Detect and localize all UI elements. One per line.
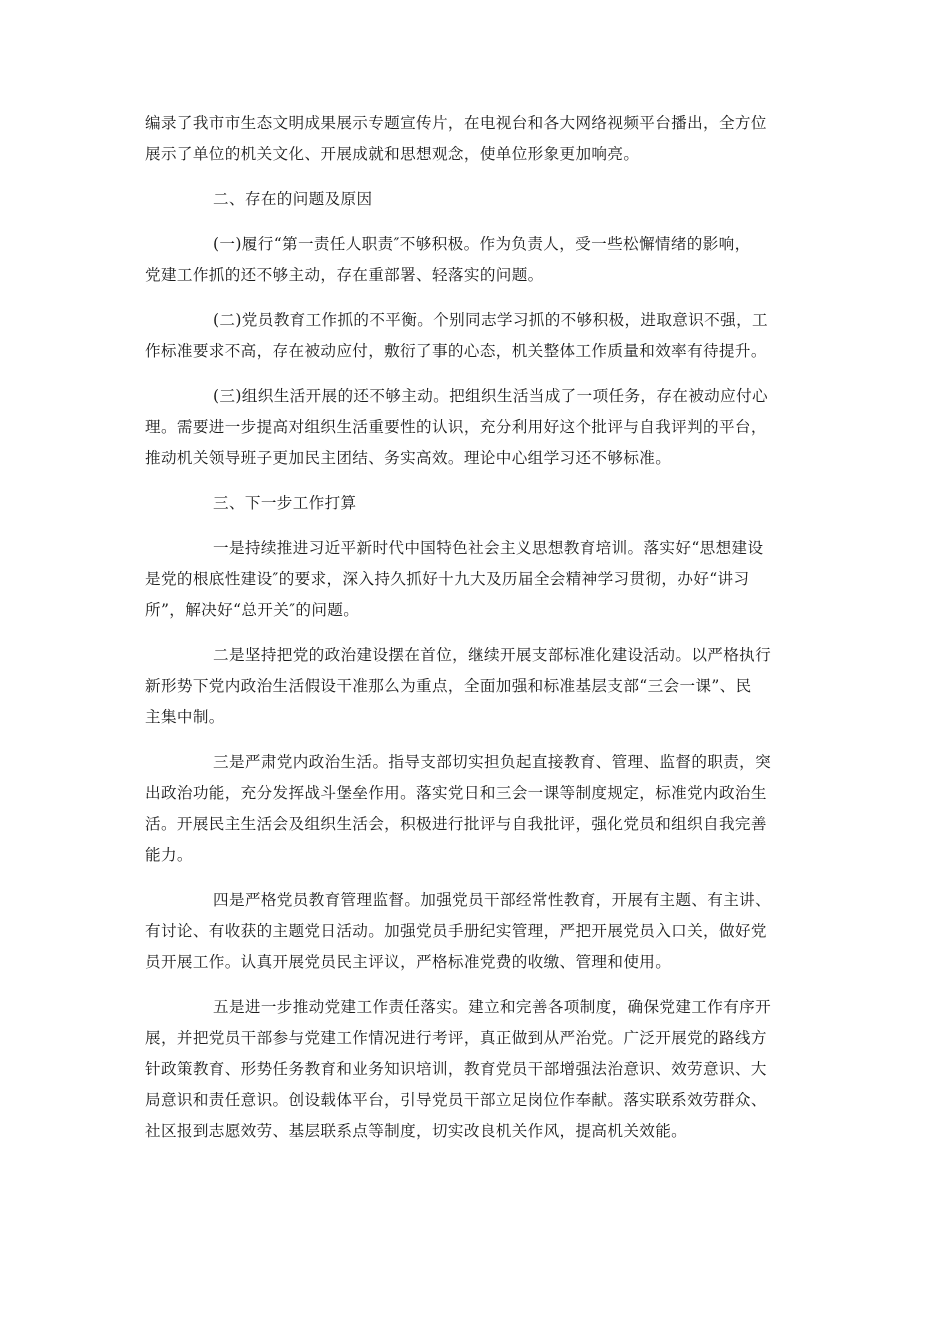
body-paragraph-plan-5 xyxy=(145,992,807,1147)
section-heading-problems xyxy=(145,184,807,215)
text-line: 活。开展民主生活会及组织生活会，积极进行批评与自我批评，强化党员和组织自我完善 xyxy=(145,815,767,833)
text-line: (三)组织生活开展的还不够主动。把组织生活当成了一项任务，存在被动应付心 xyxy=(213,387,768,405)
body-paragraph-plan-2 xyxy=(145,640,807,733)
text-line: 四是严格党员教育管理监督。加强党员干部经常性教育，开展有主题、有主讲、 xyxy=(213,891,772,909)
text-line: 局意识和责任意识。创设载体平台，引导党员干部立足岗位作奉献。落实联系效劳群众、 xyxy=(145,1091,767,1109)
text-line: 理。需要进一步提高对组织生活重要性的认识，充分利用好这个批评与自我评判的平台， xyxy=(145,418,767,436)
text-line: 员开展工作。认真开展党员民主评议，严格标准党费的收缴、管理和使用。 xyxy=(145,953,672,971)
text-line: 推动机关领导班子更加民主团结、务实高效。理论中心组学习还不够标准。 xyxy=(145,449,672,467)
body-paragraph-plan-1 xyxy=(145,533,807,626)
body-paragraph-problem-2 xyxy=(145,305,807,367)
text-line: (一)履行“第一责任人职责″不够积极。作为负责人，受一些松懈情绪的影响， xyxy=(213,235,751,253)
text-line: 展，并把党员干部参与党建工作情况进行考评，真正做到从严治党。广泛开展党的路线方 xyxy=(145,1029,767,1047)
text-line: 社区报到志愿效劳、基层联系点等制度，切实改良机关作风，提高机关效能。 xyxy=(145,1122,688,1140)
text-line: 出政治功能，充分发挥战斗堡垒作用。落实党日和三会一课等制度规定，标准党内政治生 xyxy=(145,784,767,802)
text-line: 三、下一步工作打算 xyxy=(213,494,357,512)
document-page xyxy=(145,108,807,1147)
text-line: 作标准要求不高，存在被动应付，敷衍了事的心态，机关整体工作质量和效率有待提升。 xyxy=(145,342,767,360)
text-line: 二是坚持把党的政治建设摆在首位，继续开展支部标准化建设活动。以严格执行 xyxy=(213,646,772,664)
text-line: 针政策教育、形势任务教育和业务知识培训，教育党员干部增强法治意识、效劳意识、大 xyxy=(145,1060,767,1078)
text-line: 新形势下党内政治生活假设干准那么为重点，全面加强和标准基层支部“三会一课”、民 xyxy=(145,677,752,695)
body-paragraph-plan-3 xyxy=(145,747,807,871)
text-line: 三是严肃党内政治生活。指导支部切实担负起直接教育、管理、监督的职责，突 xyxy=(213,753,772,771)
text-line: 五是进一步推动党建工作责任落实。建立和完善各项制度，确保党建工作有序开 xyxy=(213,998,772,1016)
text-line: 主集中制。 xyxy=(145,708,225,726)
text-line: 二、存在的问题及原因 xyxy=(213,190,373,208)
text-line: 一是持续推进习近平新时代中国特色社会主义思想教育培训。落实好“思想建设 xyxy=(213,539,764,557)
body-paragraph-problem-1 xyxy=(145,229,807,291)
text-line: 党建工作抓的还不够主动，存在重部署、轻落实的问题。 xyxy=(145,266,544,284)
text-line: 所”，解决好“总开关″的问题。 xyxy=(145,601,360,619)
text-line: 有讨论、有收获的主题党日活动。加强党员手册纪实管理，严把开展党员入口关，做好党 xyxy=(145,922,767,940)
text-line: 是党的根底性建设″的要求，深入持久抓好十九大及历届全会精神学习贯彻，办好“讲习 xyxy=(145,570,750,588)
body-paragraph-plan-4 xyxy=(145,885,807,978)
text-line: 展示了单位的机关文化、开展成就和思想观念，使单位形象更加响亮。 xyxy=(145,145,640,163)
text-line: 编录了我市市生态文明成果展示专题宣传片，在电视台和各大网络视频平台播出，全方位 xyxy=(145,114,767,132)
body-paragraph-problem-3 xyxy=(145,381,807,474)
text-line: (二)党员教育工作抓的不平衡。个别同志学习抓的不够积极，进取意识不强，工 xyxy=(213,311,768,329)
text-line: 能力。 xyxy=(145,846,193,864)
section-heading-next-steps xyxy=(145,488,807,519)
body-paragraph-continued xyxy=(145,108,807,170)
